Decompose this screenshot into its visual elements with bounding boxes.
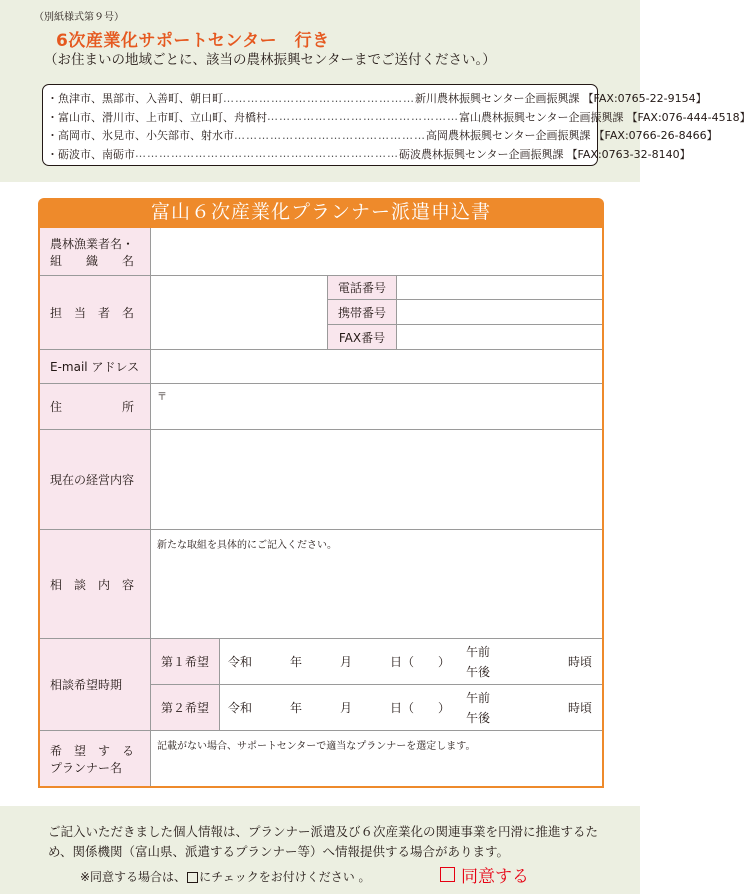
office-areas: ・魚津市、黒部市、入善町、朝日町 [47, 92, 223, 106]
mobile-label: 携帯番号 [328, 300, 396, 324]
am-text: 午前 [466, 691, 491, 705]
grid-line [151, 684, 602, 685]
consent-note-before: ※同意する場合は、 [80, 870, 187, 884]
planner-label-line2: プランナー名 [50, 760, 123, 775]
grid-line [327, 324, 602, 325]
leader-dots: ………………………………………… [223, 91, 415, 105]
person-name-label: 担 当 者 名 [40, 276, 150, 349]
office-row [47, 108, 751, 127]
consent-note [80, 868, 371, 885]
office-dept: 富山農林振興センター企画振興課 [459, 110, 624, 124]
am-text: 午前 [466, 645, 491, 659]
era-text: 令和 [228, 655, 253, 669]
agree-label: 同意する [461, 867, 529, 887]
consult-label: 相 談 内 容 [40, 530, 150, 638]
postal-mark: 〒 [157, 392, 167, 403]
year-text: 年 [290, 701, 303, 715]
address-label: 住 所 [40, 384, 150, 429]
office-areas: ・高岡市、氷見市、小矢部市、射水市 [47, 129, 234, 143]
grid-line [327, 276, 328, 349]
planner-field[interactable] [151, 731, 602, 786]
first-choice-label: 第１希望 [151, 639, 219, 684]
grid-line [40, 349, 602, 350]
person-name-field[interactable] [151, 276, 327, 349]
consult-field[interactable] [151, 530, 602, 638]
business-field[interactable] [151, 430, 602, 529]
office-list [42, 84, 751, 166]
org-name-label-line2: 組 織 名 [50, 253, 135, 268]
office-dept: 新川農林振興センター企画振興課 [415, 92, 580, 106]
phone-label: 電話番号 [328, 276, 396, 299]
first-choice-field[interactable] [220, 639, 602, 684]
office-row [47, 89, 707, 108]
pm-text: 午後 [466, 711, 491, 725]
office-areas: ・富山市、滑川市、上市町、立山町、舟橋村 [47, 110, 267, 124]
grid-line [40, 638, 602, 639]
year-text: 年 [290, 655, 303, 669]
grid-line [150, 228, 151, 786]
business-label: 現在の経営内容 [40, 430, 150, 529]
grid-line [40, 730, 602, 731]
grid-line [40, 275, 602, 276]
schedule-label: 相談希望時期 [40, 639, 150, 730]
time-text: 時頃 [568, 701, 593, 715]
fax-field[interactable] [397, 325, 602, 349]
form-number: （別紙様式第９号） [34, 12, 124, 23]
destination-note: （お住まいの地域ごとに、該当の農林振興センターまでご送付ください。） [44, 52, 496, 68]
month-text: 月 [340, 655, 353, 669]
planner-label-line1: 希 望 す る [50, 743, 135, 758]
pm-text: 午後 [466, 665, 491, 679]
leader-dots: ………………………………………… [267, 110, 459, 124]
form-title: 富山６次産業化プランナー派遣申込書 [38, 198, 604, 226]
day-text: 日（ ） [390, 701, 451, 715]
phone-field[interactable] [397, 276, 602, 299]
office-fax: 【FAX:076-444-4518】 [626, 110, 751, 124]
email-field[interactable] [151, 350, 602, 383]
office-dept: 高岡農林振興センター企画振興課 [426, 129, 591, 143]
org-name-label-line1: 農林漁業者名・ [50, 236, 135, 251]
fax-label: FAX番号 [328, 325, 396, 349]
org-name-label [40, 228, 150, 275]
org-name-field[interactable] [151, 228, 602, 275]
office-fax: 【FAX:0766-26-8466】 [593, 129, 718, 143]
grid-line [327, 299, 602, 300]
privacy-notice: ご記入いただきました個人情報は、プランナー派遣及び６次産業化の関連事業を円滑に推進するため、関係機関（富山県、派遣するプランナー等）へ情報提供する場合があります。 [48, 824, 599, 859]
leader-dots: ………………………………………… [234, 128, 426, 142]
checkbox-icon [187, 872, 198, 883]
day-text: 日（ ） [390, 655, 451, 669]
time-text: 時頃 [568, 655, 593, 669]
month-text: 月 [340, 701, 353, 715]
office-areas: ・砺波市、南砺市 [47, 147, 135, 161]
consent-note-after: にチェックをお付けください 。 [199, 870, 371, 884]
office-row [47, 145, 691, 164]
agree-checkbox-box[interactable] [440, 867, 455, 882]
era-text: 令和 [228, 701, 253, 715]
planner-label [40, 731, 150, 786]
second-choice-label: 第２希望 [151, 685, 219, 730]
grid-line [40, 529, 602, 530]
consult-hint: 新たな取組を具体的にご記入ください。 [157, 540, 337, 551]
application-form [38, 226, 604, 788]
planner-hint: 記載がない場合、サポートセンターで適当なプランナーを選定します。 [157, 741, 476, 752]
office-fax: 【FAX:0765-22-9154】 [582, 92, 707, 106]
footer-band [0, 806, 640, 894]
email-label: E-mail アドレス [40, 350, 150, 383]
office-fax: 【FAX:0763-32-8140】 [566, 147, 691, 161]
office-row [47, 126, 718, 145]
address-field[interactable] [151, 384, 602, 429]
grid-line [40, 429, 602, 430]
office-dept: 砺波農林振興センター企画振興課 [399, 147, 564, 161]
agree-checkbox[interactable] [440, 862, 529, 887]
second-choice-field[interactable] [220, 685, 602, 730]
leader-dots: ………………………………………………………… [135, 147, 399, 161]
grid-line [40, 383, 602, 384]
mobile-field[interactable] [397, 300, 602, 324]
destination-title: 6次産業化サポートセンター 行き [56, 31, 330, 51]
grid-line [396, 276, 397, 349]
